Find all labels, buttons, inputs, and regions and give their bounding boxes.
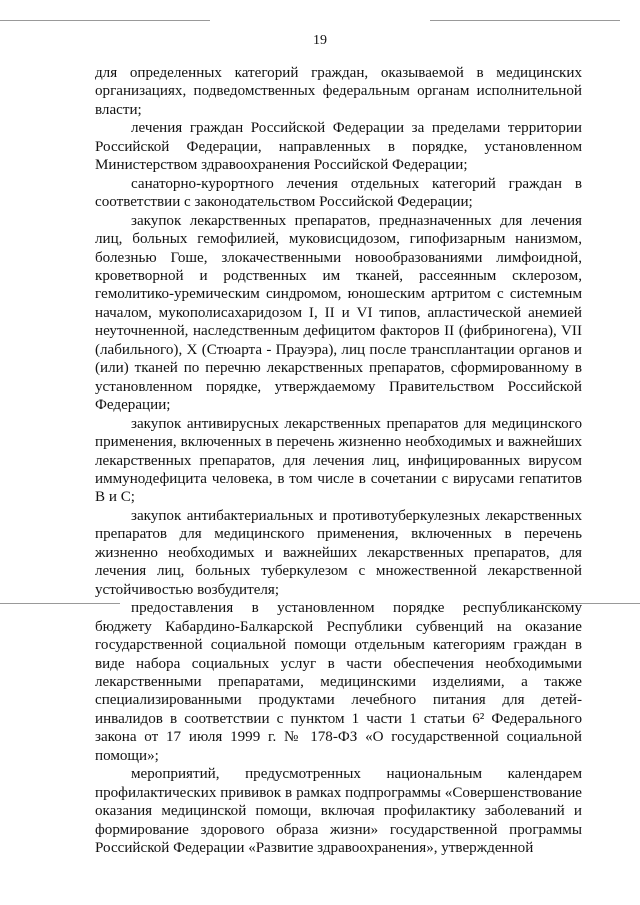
paragraph: лечения граждан Российской Федерации за пределами территории Российской Федерации, направленных в порядке, установленном Министерством здравоохранения Российской Федерации; xyxy=(95,120,582,174)
scan-artifact xyxy=(430,20,620,21)
paragraph: закупок лекарственных препаратов, предназначенных для лечения лиц, больных гемофилией, муковисцидозом, гипофизарным нанизмом, болезнью Гоше, злокачественными новообразованиями лимфоидной, кроветворной и родственных им тканей, рассеянным склерозом, гемолитико-уремическим синдромом, юношеским артритом с системным началом, мукополисахаридозом I, II и VI типов, апластической анемией неуточненной, наследственным дефицитом факторов II (фибриногена), VII (лабильного), X (Стюарта - Прауэра), лиц после трансплантации органов и (или) тканей по перечню лекарственных препаратов, сформированному в установленном порядке, утверждаемому Правительством Российской Федерации; xyxy=(95,212,582,414)
paragraph: для определенных категорий граждан, оказываемой в медицинских организациях, подведомственных федеральным органам исполнительной власти; xyxy=(95,65,582,118)
paragraph: закупок антивирусных лекарственных препаратов для медицинского применения, включенных в перечень жизненно необходимых и важнейших лекарственных препаратов, для лечения лиц, инфицированных вирусом иммунодефицита человека, в том числе в сочетании с вирусами гепатитов B и C; xyxy=(95,415,582,506)
paragraph: санаторно-курортного лечения отдельных категорий граждан в соответствии с законодательством Российской Федерации; xyxy=(95,175,582,211)
scan-artifact xyxy=(0,20,210,21)
page-number: 19 xyxy=(313,33,327,48)
paragraph: мероприятий, предусмотренных национальным календарем профилактических прививок в рамках подпрограммы «Совершенствование оказания медицинской помощи, включая профилактику заболеваний и формирование здорового образа жизни» государственной программы Российской Федерации «Развитие здравоохранения», утвержденной xyxy=(95,766,582,857)
document-body xyxy=(95,64,582,857)
paragraph: закупок антибактериальных и противотуберкулезных лекарственных препаратов для медицинского применения, включенных в перечень жизненно необходимых и важнейших лекарственных препаратов, для лечения лиц, больных туберкулезом с множественной лекарственной устойчивостью возбудителя; xyxy=(95,507,582,598)
paragraph: предоставления в установленном порядке республиканскому бюджету Кабардино-Балкарской Республики субвенций на оказание государственной социальной помощи отдельным категориям граждан в виде набора социальных услуг в части обеспечения необходимыми лекарственными препаратами, медицинскими изделиями, а также специализированными продуктами лечебного питания для детей-инвалидов в соответствии с пунктом 1 части 1 статьи 6² Федерального закона от 17 июля 1999 г. № 178-ФЗ «О государственной социальной помощи»; xyxy=(95,600,582,764)
